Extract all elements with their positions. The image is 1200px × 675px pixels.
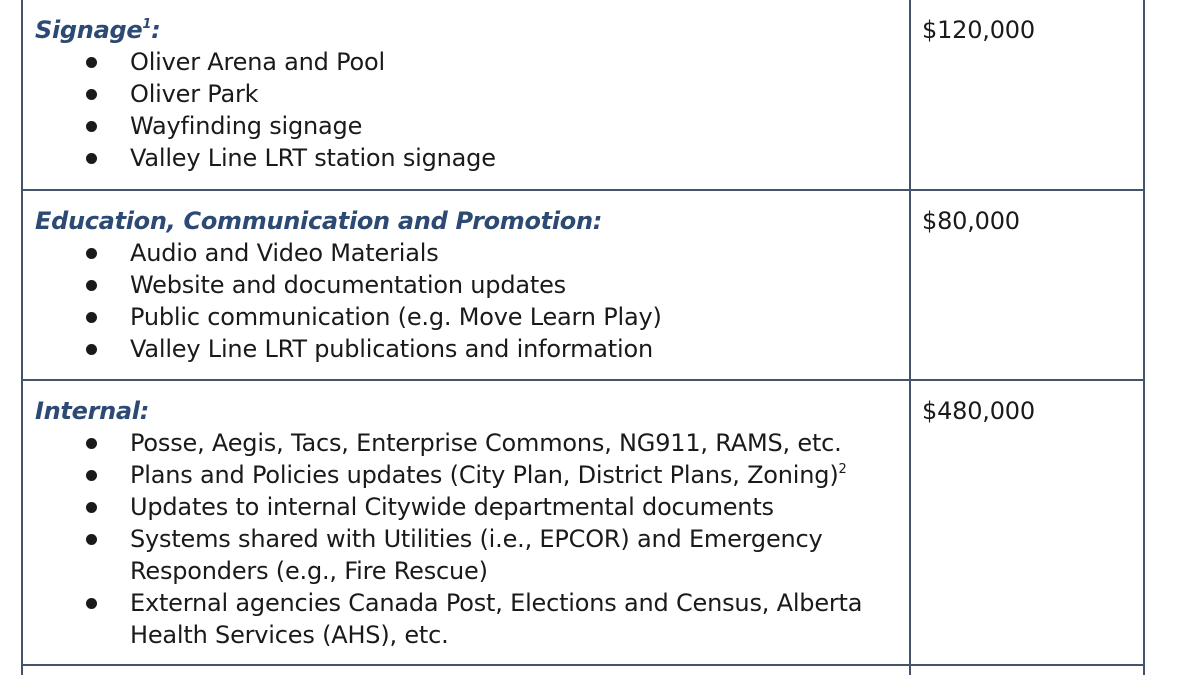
table-row-signage <box>23 0 1143 189</box>
list-item: Public communication (e.g. Move Learn Play) <box>35 301 895 333</box>
table-row-divider <box>21 664 1145 666</box>
table-row-internal <box>23 381 1143 664</box>
list-item: Audio and Video Materials <box>35 237 895 269</box>
list-item: Plans and Policies updates (City Plan, District Plans, Zoning)$^2$ <box>35 459 895 491</box>
list-item: Valley Line LRT station signage <box>35 142 895 174</box>
bullet-icon <box>86 248 97 259</box>
description-cell <box>35 14 895 174</box>
bullet-icon <box>86 153 97 164</box>
bullet-icon <box>86 312 97 323</box>
footnote-marker[interactable]: 1 <box>142 17 152 32</box>
list-item: Systems shared with Utilities (i.e., EPCOR) and Emergency Responders (e.g., Fire Rescue) <box>35 523 895 587</box>
list-item: Oliver Park <box>35 78 895 110</box>
bullet-icon <box>86 121 97 132</box>
list-item: Posse, Aegis, Tacs, Enterprise Commons, NG911, RAMS, etc. <box>35 427 895 459</box>
bullet-list <box>35 237 895 365</box>
bullet-icon <box>86 57 97 68</box>
bullet-icon <box>86 280 97 291</box>
table-border-right <box>1143 0 1145 675</box>
bullet-icon <box>86 344 97 355</box>
amount-cell: $120,000 <box>922 16 1035 44</box>
list-item: Oliver Arena and Pool <box>35 46 895 78</box>
bullet-icon <box>86 534 97 545</box>
list-item: Website and documentation updates <box>35 269 895 301</box>
bullet-icon <box>86 89 97 100</box>
bullet-icon <box>86 598 97 609</box>
footnote-marker[interactable]: 2 <box>838 462 847 477</box>
list-item: Wayfinding signage <box>35 110 895 142</box>
description-cell <box>35 205 895 365</box>
bullet-icon <box>86 502 97 513</box>
bullet-icon <box>86 438 97 449</box>
row-heading: Internal: <box>35 397 150 425</box>
row-heading: Education, Communication and Promotion: <box>35 207 603 235</box>
amount-cell: $80,000 <box>922 207 1020 235</box>
table-row-education <box>23 191 1143 379</box>
bullet-list <box>35 427 895 651</box>
list-item: Valley Line LRT publications and information <box>35 333 895 365</box>
description-cell <box>35 395 895 651</box>
list-item: Updates to internal Citywide departmental documents <box>35 491 895 523</box>
amount-cell: $480,000 <box>922 397 1035 425</box>
bullet-icon <box>86 470 97 481</box>
bullet-list <box>35 46 895 174</box>
row-heading: Signage$^1$: <box>35 16 161 44</box>
list-item: External agencies Canada Post, Elections and Census, Alberta Health Services (AHS), etc. <box>35 587 895 651</box>
